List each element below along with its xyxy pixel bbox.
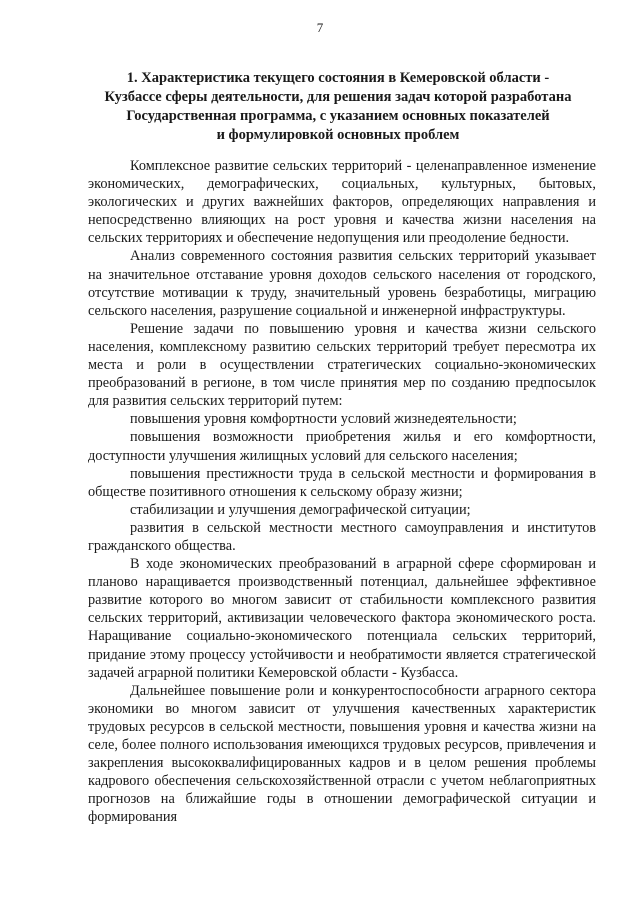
paragraph: Решение задачи по повышению уровня и качества жизни сельского населения, комплексному развитию сельских территорий требует пересмотра их места и роли в осуществлении стратегических социально-экономических преобразований в регионе, в том числе принятия мер по созданию предпосылок для развития сельских территорий путем:	[88, 320, 596, 410]
paragraph: Анализ современного состояния развития сельских территорий указывает на значительное отставание уровня доходов сельского населения от городского, отсутствие мотивации к труду, значительный уровень безработицы, миграцию сельского населения, разрушение социальной и инженерной инфраструктуры.	[88, 248, 596, 319]
list-item: повышения уровня комфортности условий жизнедеятельности;	[130, 411, 517, 428]
paragraph: Комплексное развитие сельских территорий - целенаправленное изменение экономических, демографических, социальных, культурных, бытовых, экологических и других важнейших факторов, определяющих направления и непосредственно влияющих на рост уровня и качества жизни населения на сельских территориях и обеспечение недопущения или преодоление бедности.	[88, 158, 596, 247]
section-heading	[88, 69, 588, 145]
section-heading-line: Кузбассе сферы деятельности, для решения задач которой разработана	[104, 89, 572, 105]
list-item: развития в сельской местности местного самоуправления и институтов гражданского общества.	[88, 519, 596, 554]
section-heading-line: и формулировкой основных проблем	[216, 127, 460, 143]
paragraph: В ходе экономических преобразований в аграрной сфере сформирован и планово наращивается производственный потенциал, дальнейшее эффективное развитие которого во многом зависит от стабильности комплексного развития сельских территорий, активизации человеческого фактора экономического роста. Наращивание социально-экономического потенциала сельских территорий, придание этому процессу устойчивости и необратимости является стратегической задачей аграрной политики Кемеровской области - Кузбасса.	[88, 556, 596, 681]
list-item: повышения престижности труда в сельской местности и формирования в обществе позитивного отношения к сельскому образу жизни;	[88, 465, 596, 500]
section-heading-line: Государственная программа, с указанием основных показателей	[126, 108, 550, 124]
body-text	[88, 157, 596, 826]
page-number: 7	[316, 20, 324, 35]
list-item: стабилизации и улучшения демографической ситуации;	[130, 501, 471, 518]
section-heading-line: 1. Характеристика текущего состояния в Кемеровской области -	[126, 70, 550, 86]
list-item: повышения возможности приобретения жилья и его комфортности, доступности улучшения жилищных условий для сельского населения;	[88, 429, 596, 464]
paragraph: Дальнейшее повышение роли и конкурентоспособности аграрного сектора экономики во многом зависит от улучшения качественных характеристик трудовых ресурсов в сельской местности, повышения уровня и качества жизни на селе, более полного использования имеющихся трудовых ресурсов, привлечения и закрепления высококвалифицированных кадров и в целом решения проблемы кадрового обеспечения сельскохозяйственной отрасли с учетом неблагоприятных прогнозов на ближайшие годы в отношении демографической ситуации и формирования	[88, 682, 596, 826]
